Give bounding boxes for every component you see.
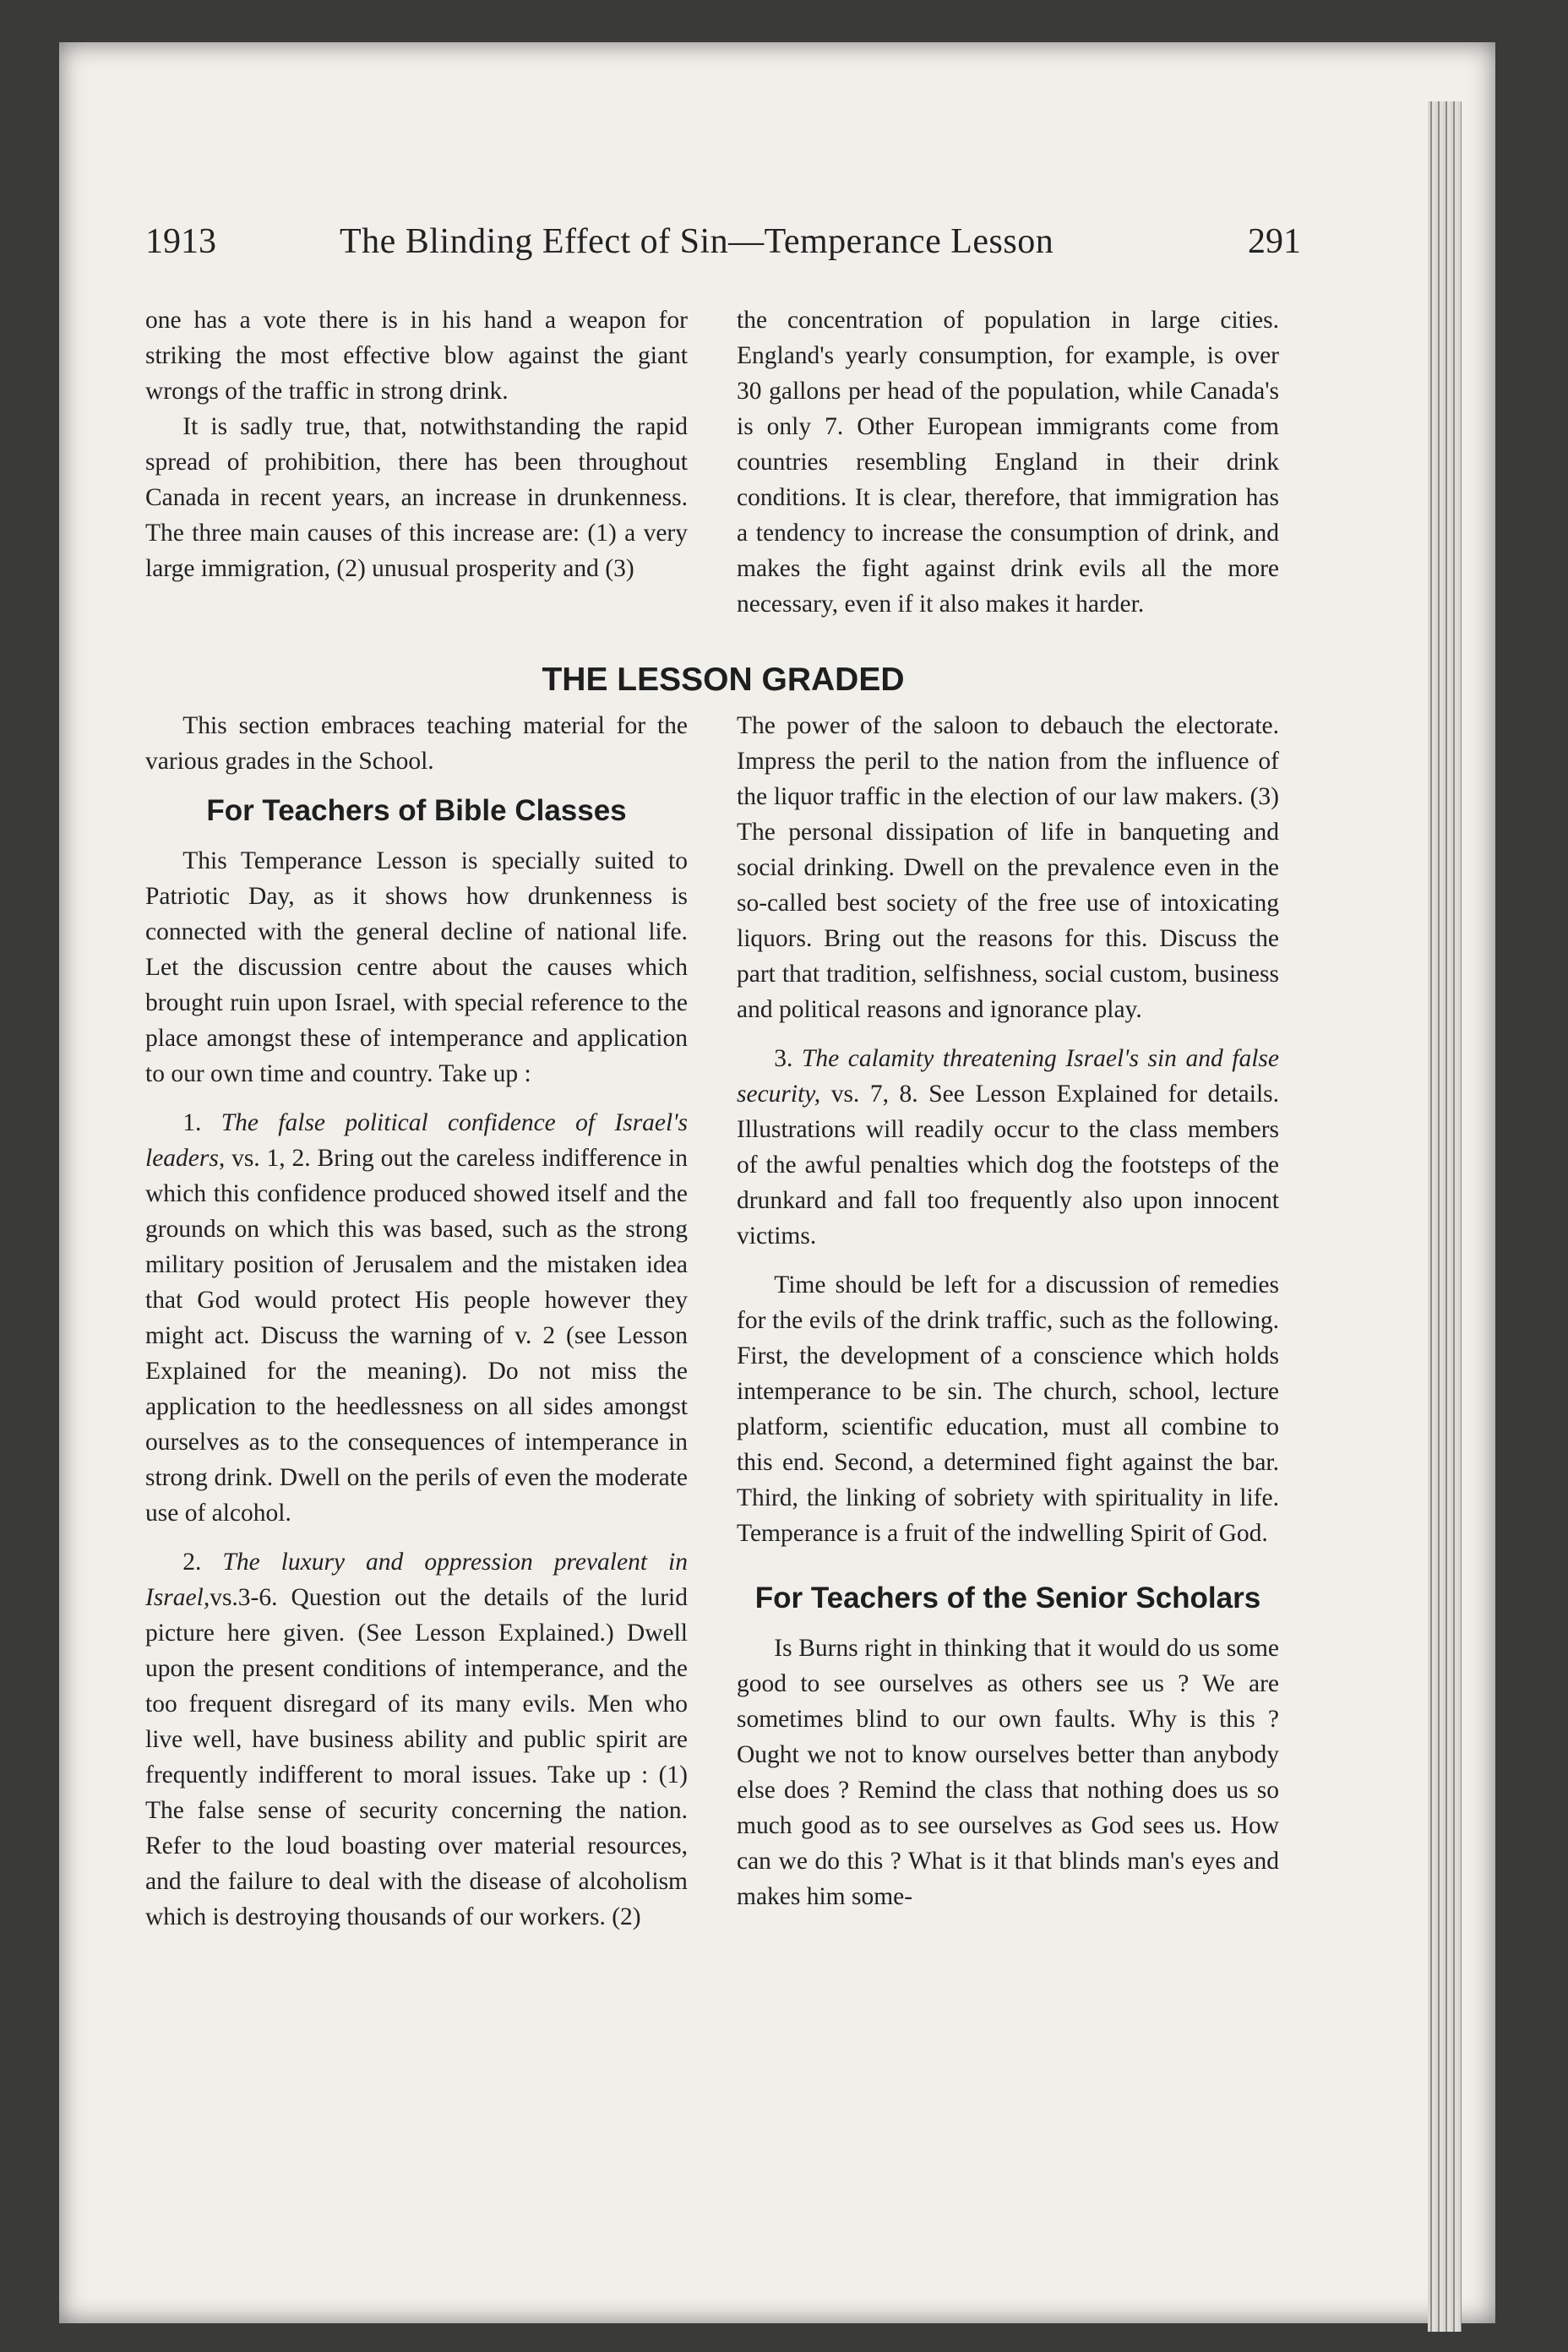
- section-banner: THE LESSON GRADED: [542, 662, 905, 698]
- page-edge: [1428, 101, 1462, 2332]
- item-number: 2.: [182, 1549, 223, 1576]
- paragraph: Is Burns right in thinking that it would do us some good to see ourselves as others see us ? We are sometimes blind to our own faults. Why is this ? Ought we not to know ourselves better than anybody else does ? Remind the class that nothing does us so much good as to see ourselves as God sees us. How can we do this ? What is it that blinds man's eyes and makes him some-: [737, 1635, 1279, 1910]
- paragraph: The power of the saloon to debauch the electorate. Impress the peril to the nation from the influence of the liquor traffic in the election of our law makers. (3) The personal dissipation of life in banqueting and social drinking. Dwell on the prevalence even in the so-called best society of the free use of intoxicating liquors. Bring out the reasons for this. Discuss the part that tradition, selfishness, social custom, business and political reasons and ignorance play.: [737, 712, 1279, 1023]
- item-number: 3.: [774, 1045, 802, 1072]
- italic-phrase: The calamity threatening Israel's sin and false security,: [737, 1045, 1280, 1108]
- section-heading: For Teachers of the Senior Scholars: [754, 1582, 1261, 1614]
- running-header: [145, 221, 1301, 272]
- italic-phrase: The luxury and oppression prevalent in Israel,: [145, 1549, 689, 1611]
- top-right-column: [737, 302, 1279, 622]
- paragraph-text: vs.3-6. Question out the details of the lurid picture here given. (See Lesson Explained.) Dwell upon the present conditions of intemperance, and the too frequent disregard of its many evils. Men who live well, have business ability and public spirit are frequently indifferent to moral issues. Take up : (1) The false sense of security concerning the nation. Refer to the loud boasting over material resources, and the failure to deal with the disease of alcoholism which is destroying thousands of our workers. (2): [145, 1584, 688, 1930]
- header-title: The Blinding Effect of Sin—Temperance Lesson: [340, 222, 1054, 261]
- italic-phrase: The false political confidence of Israel's leaders,: [145, 1109, 689, 1172]
- paragraph: Time should be left for a discussion of remedies for the evils of the drink traffic, such as the following. First, the development of a conscience which holds intemperance to be sin. The church, school, lecture platform, scientific education, must all combine to this end. Second, a determined fight against the bar. Third, the linking of sobriety with spirituality in life. Temperance is a fruit of the indwelling Spirit of God.: [737, 1271, 1279, 1547]
- paragraph-text: vs. 1, 2. Bring out the careless indifference in which this confidence produced showed itself and the grounds on which this was based, such as the strong military position of Jerusalem and the mistaken idea that God would protect His people however they might act. Discuss the warning of v. 2 (see Lesson Explained for the meaning). Do not miss the application to the heedlessness on all sides amongst ourselves as to the consequences of intemperance in strong drink. Dwell on the perils of even the moderate use of alcohol.: [145, 1145, 688, 1527]
- paragraph-text: vs. 7, 8. See Lesson Explained for details. Illustrations will readily occur to the class members of the awful penalties which dog the footsteps of the drunkard and fall too frequently also upon innocent victims.: [737, 1081, 1279, 1250]
- paragraph: [145, 1105, 688, 1531]
- paragraph: This Temperance Lesson is specially suited to Patriotic Day, as it shows how drunkenness is connected with the general decline of national life. Let the discussion centre about the causes which brought ruin upon Israel, with special reference to the place amongst these of intemperance and application to our own time and country. Take up :: [145, 847, 688, 1087]
- paragraph: one has a vote there is in his hand a weapon for striking the most effective blow against the giant wrongs of the traffic in strong drink.: [145, 307, 688, 405]
- paragraph: It is sadly true, that, notwithstanding the rapid spread of prohibition, there has been throughout Canada in recent years, an increase in drunkenness. The three main causes of this increase are: (1) a very large immigration, (2) unusual prosperity and (3): [145, 413, 688, 582]
- section-heading: For Teachers of Bible Classes: [206, 794, 627, 827]
- paragraph: This section embraces teaching material for the various grades in the School.: [145, 712, 688, 775]
- page-number: 291: [1248, 222, 1301, 261]
- paragraph: the concentration of population in large cities. England's yearly consumption, for example, is over 30 gallons per head of the population, while Canada's is only 7. Other European immigrants come from countries resembling England in their drink conditions. It is clear, therefore, that immigration has a tendency to increase the consumption of drink, and makes the fight against drink evils all the more necessary, even if it also makes it harder.: [737, 307, 1279, 618]
- paragraph: [145, 1544, 688, 1935]
- left-column: [145, 708, 688, 1935]
- item-number: 1.: [182, 1109, 221, 1136]
- right-column: [737, 708, 1279, 1914]
- top-left-column: [145, 302, 688, 586]
- paragraph: [737, 1041, 1279, 1254]
- header-year: 1913: [145, 222, 216, 261]
